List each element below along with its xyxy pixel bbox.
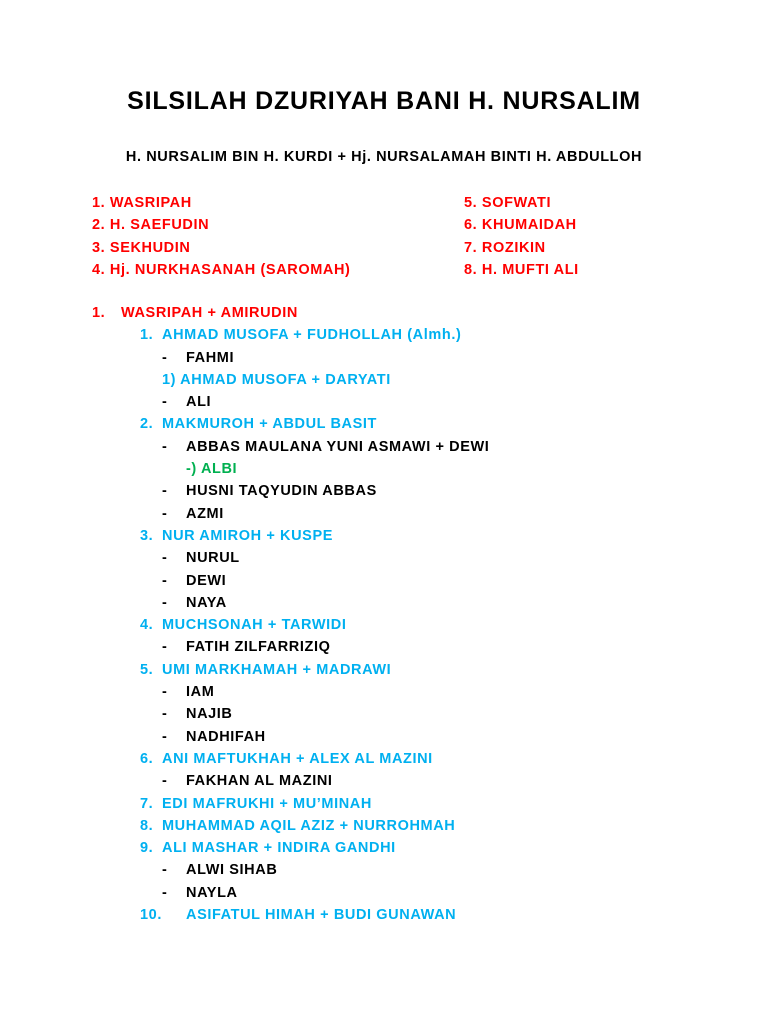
grandchild-number: 5. [140,661,154,678]
grandchild-row [0,793,768,815]
grandchild-number: 10. [140,907,162,924]
grandchild-row [0,904,768,926]
grandchild-couple: UMI MARKHAMAH + MADRAWI [162,661,392,678]
great-grandchild-row [0,436,768,458]
grandchild-row [0,413,768,435]
dash-bullet: - [162,572,168,589]
root-number: 1. [92,305,106,321]
great-great-grandchild-name: -) ALBI [186,461,238,478]
grandchild-couple: EDI MAFRUKHI + MU’MINAH [162,795,372,812]
dash-bullet: - [162,706,168,723]
great-grandchild-row [0,882,768,904]
grandchild-number: 4. [140,617,154,634]
child-item: 5. SOFWATI [464,195,552,211]
grandchild-row [0,815,768,837]
dash-bullet: - [162,684,168,701]
great-grandchild-row [0,770,768,792]
great-grandchild-name: NAYLA [186,884,238,901]
great-grandchild-row [0,347,768,369]
great-grandchild-row [0,480,768,502]
great-grandchild-row [0,681,768,703]
children-list-right [464,192,579,281]
great-grandchild-row [0,703,768,725]
page-title: SILSILAH DZURIYAH BANI H. NURSALIM [127,87,641,115]
great-grandchild-name: NADHIFAH [186,728,266,745]
grandchild-number: 8. [140,817,154,834]
grandchild-number: 6. [140,750,154,767]
grandchild-couple: MUCHSONAH + TARWIDI [162,617,347,634]
great-grandchild-row [0,503,768,525]
children-list-left [92,192,350,281]
great-grandchild-name: FATIH ZILFARRIZIQ [186,639,331,656]
dash-bullet: - [162,884,168,901]
grandchild-couple: AHMAD MUSOFA + FUDHOLLAH (Almh.) [162,327,462,344]
child-item: 2. H. SAEFUDIN [92,217,210,234]
great-grandchild-row [0,726,768,748]
great-grandchild-name: DEWI [186,572,227,589]
child-item: 7. ROZIKIN [464,239,546,256]
grandchild-couple: ASIFATUL HIMAH + BUDI GUNAWAN [186,907,457,924]
grandchild-couple: ALI MASHAR + INDIRA GANDHI [162,840,396,857]
great-grandchild-row [0,547,768,569]
great-grandchild-name: AZMI [186,505,224,522]
grandchild-number: 1. [140,327,154,344]
dash-bullet: - [162,862,168,879]
grandchild-row [0,614,768,636]
great-grandchild-row [0,391,768,413]
great-grandchild-name: ALI [186,394,212,411]
subtitle-parents: H. NURSALIM BIN H. KURDI + Hj. NURSALAMAH BINTI H. ABDULLOH [125,149,643,165]
second-marriage-couple: 1) AHMAD MUSOFA + DARYATI [162,371,391,388]
grandchild-number: 9. [140,840,154,857]
dash-bullet: - [162,639,168,656]
dash-bullet: - [162,505,168,522]
great-grandchild-row [0,592,768,614]
grandchild-number: 7. [140,795,154,812]
child-item: 1. WASRIPAH [92,195,192,211]
great-grandchild-name: ALWI SIHAB [186,862,278,879]
grandchild-couple: MUHAMMAD AQIL AZIZ + NURROHMAH [162,817,456,834]
grandchild-row [0,659,768,681]
grandchild-row [0,837,768,859]
great-grandchild-name: NAYA [186,594,227,611]
child-item: 6. KHUMAIDAH [464,217,577,234]
dash-bullet: - [162,594,168,611]
dash-bullet: - [162,483,168,500]
great-great-grandchild-row [0,458,768,480]
great-grandchild-name: FAHMI [186,349,235,366]
grandchild-couple: MAKMUROH + ABDUL BASIT [162,416,377,433]
great-grandchild-row [0,859,768,881]
grandchild-row [0,748,768,770]
grandchild-number: 2. [140,416,154,433]
child-item: 3. SEKHUDIN [92,239,191,256]
second-marriage-row [0,369,768,391]
tree-root [0,302,768,324]
family-tree [0,302,768,926]
dash-bullet: - [162,349,168,366]
great-grandchild-row [0,636,768,658]
dash-bullet: - [162,550,168,567]
child-item: 4. Hj. NURKHASANAH (SAROMAH) [92,261,351,278]
grandchild-number: 3. [140,527,154,544]
dash-bullet: - [162,438,168,455]
grandchild-row [0,324,768,346]
grandchild-couple: NUR AMIROH + KUSPE [162,527,333,544]
root-couple: WASRIPAH + AMIRUDIN [121,305,298,321]
grandchild-couple: ANI MAFTUKHAH + ALEX AL MAZINI [162,750,433,767]
dash-bullet: - [162,394,168,411]
great-grandchild-name: FAKHAN AL MAZINI [186,773,333,790]
dash-bullet: - [162,728,168,745]
great-grandchild-name: ABBAS MAULANA YUNI ASMAWI + DEWI [186,438,490,455]
great-grandchild-name: HUSNI TAQYUDIN ABBAS [186,483,377,500]
great-grandchild-name: IAM [186,684,215,701]
child-item: 8. H. MUFTI ALI [464,261,579,278]
dash-bullet: - [162,773,168,790]
great-grandchild-name: NAJIB [186,706,233,723]
great-grandchild-row [0,570,768,592]
grandchild-row [0,525,768,547]
great-grandchild-name: NURUL [186,550,240,567]
